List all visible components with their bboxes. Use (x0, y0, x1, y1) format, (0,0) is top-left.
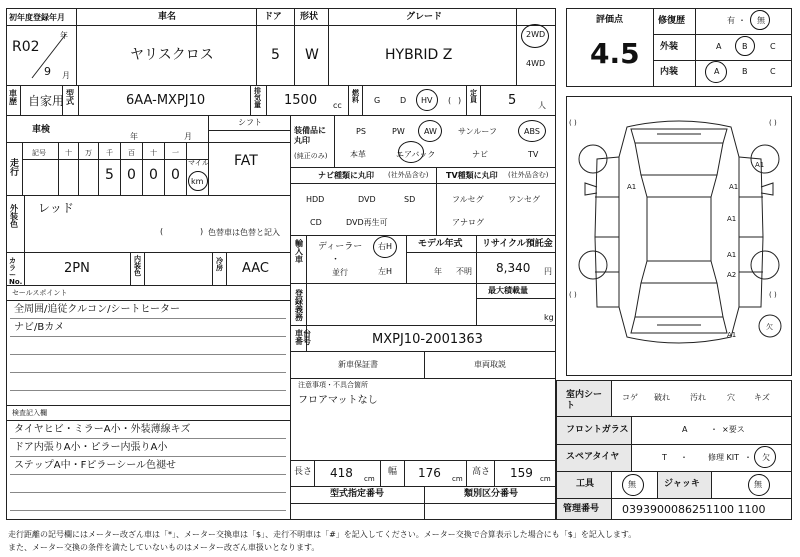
interior-color-label: 内装色 (134, 255, 141, 277)
inspector-line-3: ステップA中・Fピラーシール色褪せ (14, 460, 176, 471)
spare-sep-2: ・ (744, 453, 752, 462)
mgmt-value: 0393900086251100 1100 (622, 503, 766, 516)
jack-circle (748, 474, 770, 496)
import-right: 右H (378, 242, 393, 251)
seat-tear: 破れ (654, 393, 670, 402)
first-reg-month: 9 (44, 65, 51, 78)
tools-label: 工具 (576, 479, 595, 489)
damage-mark-right-rear: A1 (727, 331, 737, 339)
fuel-hv: HV (421, 96, 433, 105)
digit-header-1k: 千 (106, 149, 113, 157)
grade-value: HYBRID Z (385, 47, 453, 63)
seat-burn: コゲ (622, 393, 638, 402)
year-unit: 年 (60, 31, 68, 40)
navi-sd: SD (404, 195, 416, 204)
equip-sunroof: サンルーフ (458, 127, 497, 136)
seat-dirt: 汚れ (690, 393, 706, 402)
model-year-value: 不明 (456, 267, 472, 276)
km-unit: km (191, 177, 204, 186)
exterior-grade-a: A (716, 42, 722, 51)
repair-label: 修復歴 (658, 16, 686, 26)
inspection-label: 車検 (32, 125, 51, 135)
drive-2wd: 2WD (526, 30, 546, 39)
equip-ps: PS (356, 127, 366, 136)
navi-type-label: ナビ種類に丸印 (318, 171, 374, 180)
navi-dvd-play: DVD再生可 (346, 218, 388, 227)
repair-no: 無 (757, 16, 765, 25)
exterior-b-circle (735, 36, 755, 56)
exterior-grade-c: C (770, 42, 776, 51)
model-year-unit: 年 (434, 267, 442, 276)
color-paren-open: ( (160, 227, 164, 236)
navi-dvd: DVD (358, 195, 376, 204)
diagram-paren-bl: ( ) (569, 291, 577, 299)
max-load-label: 最大積載量 (488, 286, 528, 295)
usage-label: 車歴 (9, 89, 17, 106)
equip-aw: AW (424, 127, 437, 136)
import-dealer: ディーラー (318, 242, 363, 252)
inspection-year-unit: 年 (130, 132, 138, 141)
spare-label: スペアタイヤ (566, 452, 620, 462)
equip-navi: ナビ (472, 150, 488, 159)
digit-header-100: 百 (128, 149, 135, 157)
length-unit: cm (364, 475, 375, 483)
tv-type-label: TV種類に丸印 (446, 171, 498, 180)
width-label: 幅 (388, 467, 398, 477)
fuel-paren-close: ) (458, 96, 462, 105)
mileage-label: 走行 (10, 159, 20, 178)
tv-oneseg: ワンセグ (508, 195, 540, 204)
car-damage-diagram (567, 97, 791, 375)
notes-value: フロアマットなし (298, 395, 378, 406)
chassis-value: MXPJ10-2001363 (372, 332, 483, 347)
seat-hole: 穴 (727, 393, 735, 402)
mileage-digit-3: 0 (149, 167, 158, 183)
navi-type-sub: (社外品含む) (388, 171, 429, 179)
windshield-sep: ・ (710, 425, 718, 434)
score-value: 4.5 (590, 37, 640, 70)
car-name-label: 車名 (158, 12, 177, 22)
score-label: 評価点 (596, 15, 624, 25)
tv-analog: アナログ (452, 218, 484, 227)
diagram-paren-tr: ( ) (769, 119, 777, 127)
damage-mark-right-sill: A1 (727, 251, 737, 259)
repair-yes: 有 (727, 16, 735, 25)
cc-unit: cc (333, 101, 342, 110)
drive-4wd: 4WD (526, 59, 546, 68)
inspection-month-unit: 月 (184, 132, 192, 141)
body-shape: W (305, 47, 319, 63)
mile-label: マイル (188, 159, 209, 167)
repair-no-circle (750, 10, 770, 30)
warranty-label: 新車保証書 (338, 360, 378, 369)
usage-value: 自家用 (28, 94, 65, 108)
damage-mark-right-rear-door: A1 (727, 215, 737, 223)
jack-label: ジャッキ (664, 479, 700, 489)
width-value: 176 (418, 466, 441, 480)
equip-pw: PW (392, 127, 405, 136)
seat-label: 室内シート (566, 390, 603, 411)
digit-header-10: 十 (150, 149, 157, 157)
color-paren-close: ) (200, 227, 204, 236)
capacity-value: 5 (508, 93, 517, 108)
car-name: ヤリスクロス (130, 47, 214, 63)
spare-missing-circle (754, 446, 776, 468)
model-year-label: モデル年式 (418, 239, 463, 249)
interior-a-circle (705, 61, 727, 83)
equip-abs: ABS (524, 127, 540, 136)
category-label: 類別区分番号 (464, 489, 519, 499)
import-left: 左H (378, 267, 393, 276)
length-value: 418 (330, 466, 353, 480)
diagram-paren-br: ( ) (769, 291, 777, 299)
shape-label: 形状 (300, 12, 319, 22)
mgmt-label: 管理番号 (563, 504, 600, 514)
exterior-label: 外装 (660, 42, 679, 52)
tools-circle (622, 474, 644, 496)
displacement-label: 排気量 (254, 87, 261, 109)
aw-circle (418, 120, 442, 142)
damage-mark-right-front-door: A1 (729, 183, 739, 191)
import-parallel: 並行 (332, 268, 348, 277)
diagram-paren-tl: ( ) (569, 119, 577, 127)
right-h-circle (373, 236, 397, 258)
fuel-g: G (374, 96, 381, 105)
footer-note-2: また、メーター交換の条件を満たしていないものはメーター改ざん車扱いとなります。 (8, 543, 320, 552)
tools-value: 無 (628, 480, 636, 489)
interior-grade-a: A (714, 67, 720, 76)
sales-point-line-2: ナビ/Bカメ (14, 322, 65, 333)
equip-airbag: エアバック (396, 150, 436, 159)
shift-value: FAT (234, 153, 258, 169)
sales-points-label: セールスポイント (12, 289, 68, 297)
spare-t: T (662, 453, 667, 462)
model-value: 6AA-MXPJ10 (126, 93, 206, 108)
month-unit: 月 (62, 71, 70, 80)
equip-leather: 本革 (350, 150, 366, 159)
first-reg-label: 初年度登録年月 (9, 13, 65, 22)
inspector-line-1: タイヤヒビ・ミラーA小・外装薄線キズ (14, 424, 191, 435)
abs-circle (518, 120, 546, 142)
footer-note-1: 走行距離の記号欄にはメーター改ざん車は「*」、メーター交換車は「$」、走行不明車は「#」を記入してください。メーター交換で合算表示した場合にも「$」を記入します。 (8, 530, 637, 539)
import-label: 輸入車 (295, 239, 303, 264)
damage-mark-right-quarter: A2 (727, 271, 737, 279)
equipment-label: 装備品に丸印 (294, 126, 326, 146)
color-no-label: カラーNo. (9, 257, 23, 286)
jack-value: 無 (754, 480, 762, 489)
displacement-value: 1500 (284, 93, 318, 108)
recycle-value: 8,340 (496, 261, 531, 275)
recycle-label: リサイクル預託金 (482, 239, 553, 249)
fuel-paren-open: ( (448, 96, 452, 105)
first-reg-year: R02 (12, 39, 40, 55)
fuel-hv-circle (416, 89, 438, 111)
tv-type-sub: (社外品含む) (508, 171, 549, 179)
fuel-d: D (400, 96, 407, 105)
ac-value: AAC (242, 261, 269, 276)
kg-unit: kg (544, 313, 554, 322)
damage-mark-left-front: A1 (627, 183, 637, 191)
tv-fullseg: フルセグ (452, 195, 484, 204)
notes-label: 注意事項・不具合箇所 (298, 381, 368, 389)
ac-label: 冷房 (216, 257, 223, 272)
mileage-digit-1: 5 (105, 167, 114, 183)
inspector-line-2: ドア内張りA小・ピラー内張りA小 (14, 442, 168, 453)
spare-missing: 欠 (762, 453, 770, 462)
digit-header-10m: 十 (65, 149, 72, 157)
capacity-label: 定員 (470, 89, 477, 104)
interior-grade-b: B (742, 67, 748, 76)
inspector-label: 検査記入欄 (12, 409, 47, 417)
grade-label: グレード (406, 12, 443, 22)
interior-grade-c: C (770, 67, 776, 76)
digit-header-sign: 記号 (32, 149, 46, 157)
shift-label: シフト (238, 118, 262, 127)
manual-label: 車両取説 (474, 360, 506, 369)
spare-sep-1: ・ (680, 453, 688, 462)
windshield-replace: ×要ス (722, 425, 745, 434)
digit-header-1: 一 (172, 149, 179, 157)
repair-sep: ・ (738, 16, 746, 25)
navi-hdd: HDD (306, 195, 325, 204)
height-unit: cm (540, 475, 551, 483)
width-unit: cm (452, 475, 463, 483)
height-label: 高さ (472, 467, 491, 477)
color-note: 色替車は色替と記入 (208, 228, 280, 237)
chassis-label: 車台番号 (295, 329, 311, 346)
door-count: 5 (271, 47, 280, 63)
windshield-label: フロントガラス (566, 425, 629, 435)
equip-tv: TV (528, 150, 539, 159)
recycle-unit: 円 (544, 267, 552, 276)
color-value: レッド (38, 201, 74, 215)
digit-header-10k: 万 (85, 149, 92, 157)
mileage-digit-4: 0 (171, 167, 180, 183)
spare-kit: 修理 KIT (708, 453, 740, 462)
capacity-unit: 人 (538, 101, 546, 110)
seat-scratch: キズ (754, 393, 770, 402)
exterior-grade-b: B (742, 42, 748, 51)
interior-label: 内装 (660, 67, 679, 77)
mileage-digit-2: 0 (127, 167, 136, 183)
model-label: 型式 (66, 89, 74, 106)
spare-missing-mark: 欠 (766, 323, 773, 331)
door-label: ドア (264, 12, 282, 22)
length-label: 長さ (294, 467, 313, 477)
height-value: 159 (510, 466, 533, 480)
color-no-value: 2PN (64, 261, 90, 276)
windshield-a: A (682, 425, 688, 434)
color-label: 外装色 (10, 204, 18, 229)
sales-point-line-1: 全周囲/追従クルコン/シートヒーター (14, 304, 181, 315)
damage-mark-right-mirror: A1 (755, 161, 765, 169)
airbag-circle (398, 141, 424, 163)
equipment-sublabel: (純正のみ) (294, 152, 328, 160)
navi-cd: CD (310, 218, 322, 227)
type-designation-label: 型式指定番号 (330, 489, 385, 499)
fuel-label: 燃料 (352, 89, 359, 104)
import-dot: ・ (331, 255, 341, 265)
registration-label: 登録義務 (295, 289, 303, 322)
